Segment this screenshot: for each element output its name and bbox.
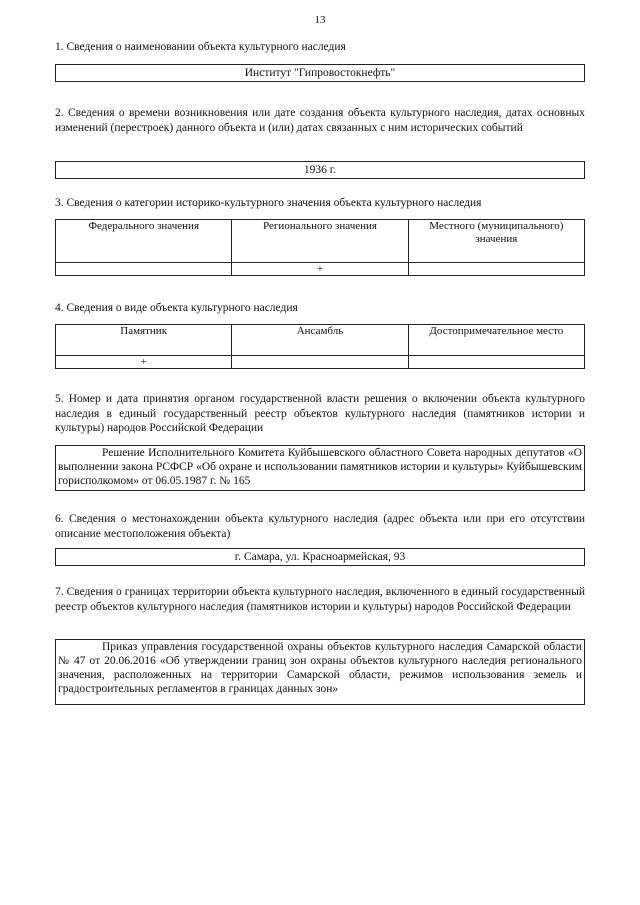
section-4-title: 4. Сведения о виде объекта культурного наследия <box>55 302 298 314</box>
table-cell <box>408 263 584 276</box>
section-1-title: 1. Сведения о наименовании объекта культурного наследия <box>55 41 346 53</box>
table-cell <box>56 263 232 276</box>
section-3-table <box>55 219 585 276</box>
section-6-title: 6. Сведения о местонахождении объекта культурного наследия (адрес объекта или при его отсутствии описание местоположения объекта) <box>55 513 585 540</box>
table-cell: + <box>56 356 232 369</box>
section-7-value-box <box>55 639 585 705</box>
section-6-value: г. Самара, ул. Красноармейская, 93 <box>234 551 406 563</box>
section-2-value-box <box>55 161 585 179</box>
section-2-title: 2. Сведения о времени возникновения или дате создания объекта культурного наследия, датах основных изменений (перестроек) данного объекта и (или) датах связанных с ним исторических событий <box>55 107 585 134</box>
table-cell: + <box>232 263 408 276</box>
section-2-value: 1936 г. <box>303 164 337 176</box>
page-number: 13 <box>314 14 326 26</box>
table-cell <box>408 356 584 369</box>
section-4-table <box>55 324 585 369</box>
table-cell <box>232 356 408 369</box>
section-5-value-box <box>55 445 585 491</box>
section-1-value-box <box>55 64 585 82</box>
table-row <box>56 356 585 369</box>
table-header-cell: Ансамбль <box>232 325 408 356</box>
table-header-cell: Памятник <box>56 325 232 356</box>
table-header-row <box>56 220 585 263</box>
table-header-cell: Федерального значения <box>56 220 232 263</box>
section-6-value-box <box>55 548 585 566</box>
section-7-title: 7. Сведения о границах территории объекта культурного наследия, включенного в единый государственный реестр объектов культурного наследия (памятников истории и культуры) народов Российской Федерации <box>55 586 585 613</box>
table-header-row <box>56 325 585 356</box>
section-3-title: 3. Сведения о категории историко-культурного значения объекта культурного наследия <box>55 197 482 209</box>
table-header-cell: Местного (муниципального) значения <box>408 220 584 263</box>
section-5-title: 5. Номер и дата принятия органом государственной власти решения о включении объекта культурного наследия в единый государственный реестр объектов культурного наследия (памятников истории и культуры) народов Российской Федерации <box>55 393 585 434</box>
section-5-value: Решение Исполнительного Комитета Куйбышевского областного Совета народных депутатов «О выполнении закона РСФСР «Об охране и использовании памятников истории и культуры» Куйбышевским горисполкомом» от 06.05.1987 г. № 165 <box>58 447 582 487</box>
section-7-value: Приказ управления государственной охраны объектов культурного наследия Самарской области № 47 от 20.06.2016 «Об утверждении границ зон охраны объектов культурного наследия регионального значения, расположенных на территории Самарской области, режимов использования земель и градостроительных регламентов в границах данных зон» <box>58 641 582 695</box>
table-header-cell: Достопримечательное место <box>408 325 584 356</box>
table-header-cell: Регионального значения <box>232 220 408 263</box>
section-1-value: Институт "Гипровостокнефть" <box>244 67 396 79</box>
table-row <box>56 263 585 276</box>
